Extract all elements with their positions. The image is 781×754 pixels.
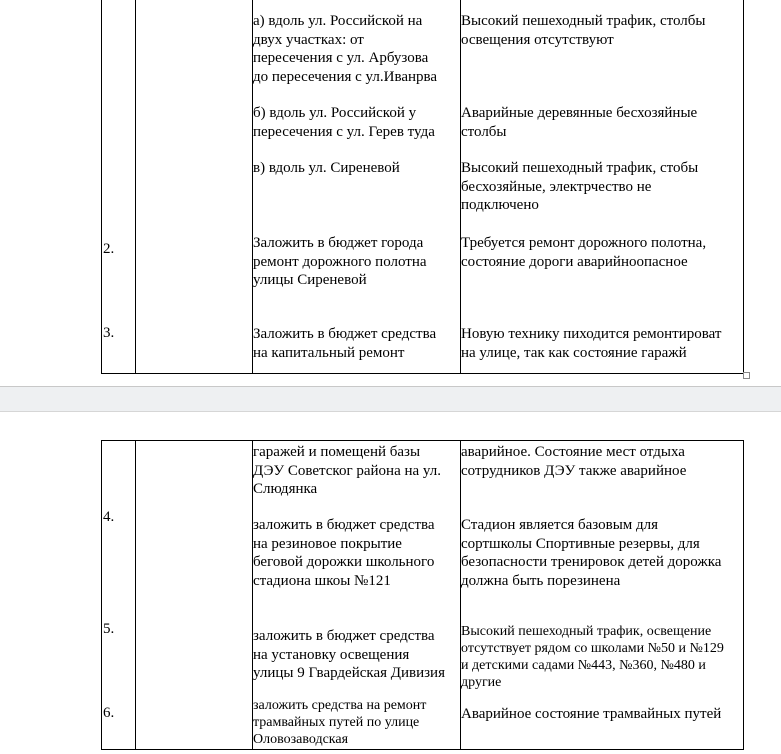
measure-cell[interactable]: заложить в бюджет средства на резиновое покрытие беговой дорожки школьного стадиона шкоы №121	[253, 517, 435, 589]
document-page-2	[0, 412, 781, 754]
reason-cell[interactable]: Высокий пешеходный трафик, освещение отсутствует рядом со школами №50 и №129 и детскими садами №443, №360, №480 и другие	[461, 624, 724, 690]
measures-table-part-2	[101, 440, 744, 750]
column-divider	[460, 441, 461, 749]
measure-cell[interactable]: в) вдоль ул. Сиреневой	[253, 160, 400, 176]
measure-cell[interactable]: б) вдоль ул. Российской у пересечения с ул. Герев туда	[253, 105, 435, 140]
reason-cell[interactable]: Требуется ремонт дорожного полотна, состояние дороги аварийноопасное	[461, 235, 707, 270]
measure-cell[interactable]: гаражей и помещенй базы ДЭУ Советског района на ул. Слюдянка	[253, 444, 441, 497]
reason-cell[interactable]: Стадион является базовым для сортшколы Спортивные резервы, для безопасности тренировок детей дорожка должна быть порезинена	[461, 517, 722, 589]
measures-table-part-1	[101, 0, 744, 374]
measure-cell[interactable]: Заложить в бюджет города ремонт дорожного полотна улицы Сиреневой	[253, 235, 427, 288]
row-number: 6.	[103, 705, 115, 721]
measure-cell[interactable]: а) вдоль ул. Российской на двух участках: от пересечения с ул. Арбузова до пересечения с ул.Иванрва	[253, 13, 438, 85]
column-divider	[135, 0, 136, 373]
reason-cell[interactable]: Высокий пешеходный трафик, столбы освещения отсутствуют	[461, 13, 706, 48]
row-number: 4.	[103, 509, 115, 525]
measure-cell[interactable]: Заложить в бюджет средства на капитальный ремонт	[253, 326, 437, 361]
reason-cell[interactable]: Новую технику пиходится ремонтироват на улице, так как состояние гаражй	[461, 326, 722, 361]
reason-cell[interactable]: аварийное. Состояние мест отдыха сотрудников ДЭУ также аварийное	[461, 444, 687, 479]
row-number: 5.	[103, 621, 115, 637]
column-divider	[135, 441, 136, 749]
reason-cell[interactable]: Высокий пешеходный трафик, стобы бесхозяйные, электрчество не подключено	[461, 160, 699, 213]
row-number: 3.	[103, 325, 115, 341]
measure-cell[interactable]: заложить в бюджет средства на установку освещения улицы 9 Гвардейская Дивизия	[253, 628, 445, 681]
reason-cell[interactable]: Аварийное состояние трамвайных путей	[461, 706, 722, 722]
row-number: 2.	[103, 241, 115, 257]
measure-cell[interactable]: заложить средства на ремонт трамвайных путей по улице Оловозаводская	[253, 698, 427, 747]
reason-cell[interactable]: Аварийные деревянные бесхозяйные столбы	[461, 105, 698, 140]
table-resize-handle[interactable]	[743, 372, 750, 379]
page-separator	[0, 386, 781, 412]
